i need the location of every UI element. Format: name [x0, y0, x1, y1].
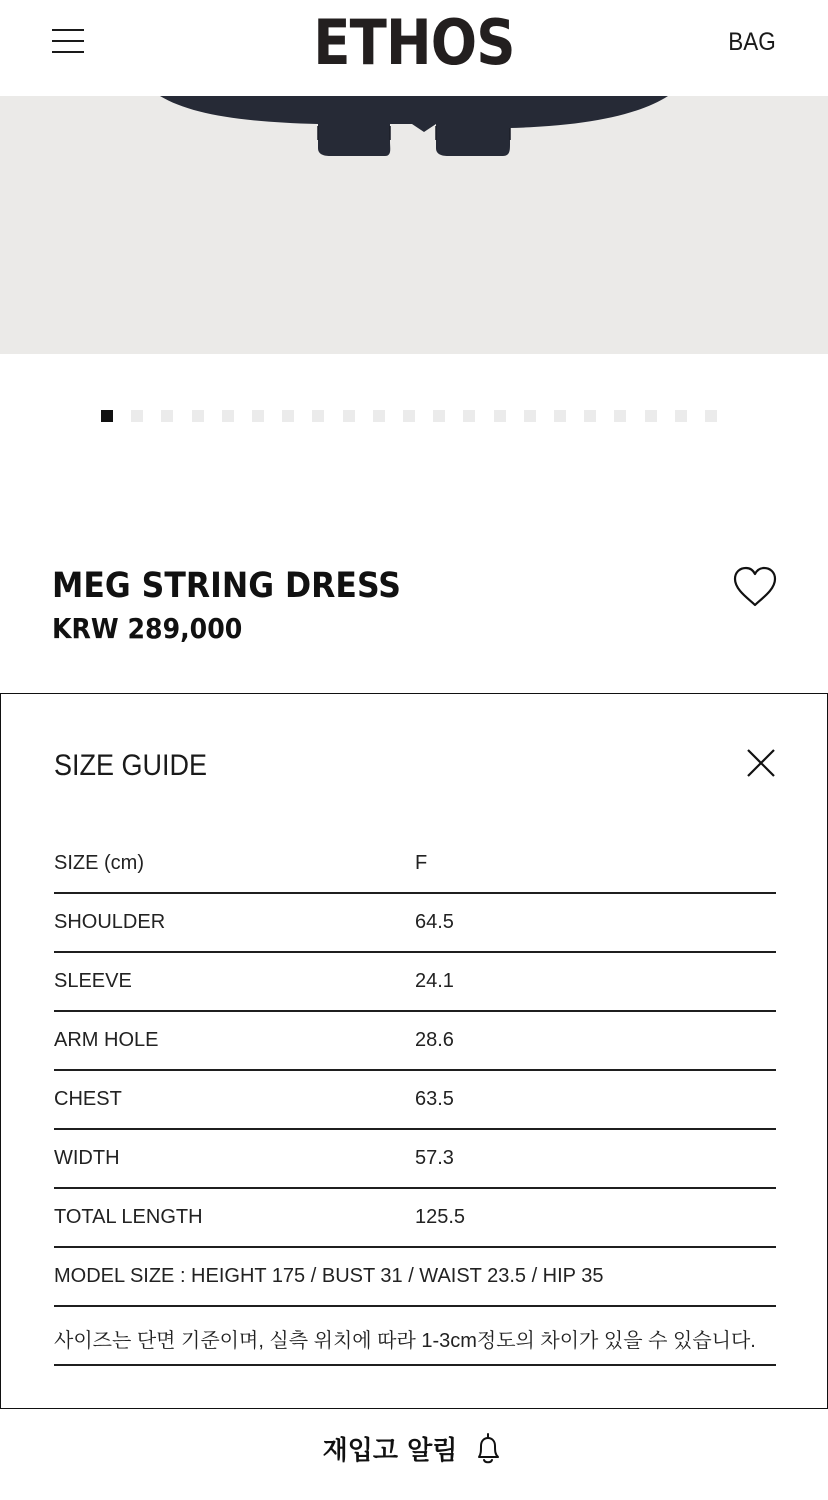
gallery-dot[interactable] [192, 410, 204, 422]
gallery-dot[interactable] [282, 410, 294, 422]
chest-label: CHEST [54, 1088, 122, 1110]
arm-hole-label: ARM HOLE [54, 1029, 159, 1051]
size-table [54, 835, 776, 1366]
shoulder-label: SHOULDER [54, 911, 166, 933]
size-guide-title: SIZE GUIDE [54, 749, 208, 782]
width-value: 57.3 [415, 1147, 454, 1169]
chest-row [54, 1071, 776, 1130]
product-price: KRW 289,000 [52, 612, 243, 645]
sleeve-row [54, 953, 776, 1012]
gallery-dot[interactable] [161, 410, 173, 422]
model-size-text: MODEL SIZE : HEIGHT 175 / BUST 31 / WAIST 23.5 / HIP 35 [54, 1265, 604, 1287]
gallery-dot[interactable] [494, 410, 506, 422]
total-length-label: TOTAL LENGTH [54, 1206, 203, 1228]
gallery-dot[interactable] [524, 410, 536, 422]
dress-hem-image [0, 96, 828, 354]
gallery-dot[interactable] [584, 410, 596, 422]
product-image[interactable] [0, 96, 828, 354]
brand-logo[interactable]: ETHOS [313, 6, 515, 79]
gallery-dot[interactable] [343, 410, 355, 422]
bell-icon [471, 1431, 505, 1467]
header [0, 0, 828, 96]
close-icon[interactable] [745, 747, 777, 779]
bag-link[interactable]: BAG [728, 28, 776, 56]
gallery-dot[interactable] [131, 410, 143, 422]
gallery-dot[interactable] [433, 410, 445, 422]
width-label: WIDTH [54, 1147, 120, 1169]
restock-alert-button[interactable] [0, 1430, 828, 1474]
gallery-dot[interactable] [554, 410, 566, 422]
product-name: MEG STRING DRESS [52, 566, 401, 606]
gallery-dot[interactable] [614, 410, 626, 422]
gallery-dot[interactable] [222, 410, 234, 422]
disclaimer-text: 사이즈는 단면 기준이며, 실측 위치에 따라 1-3cm정도의 차이가 있을 수 있습니다. [54, 1330, 756, 1352]
size-row [54, 835, 776, 894]
shoulder-row [54, 894, 776, 953]
gallery-dot[interactable] [101, 410, 113, 422]
chest-value: 63.5 [415, 1088, 454, 1110]
width-row [54, 1130, 776, 1189]
disclaimer-row [54, 1307, 776, 1366]
size-value: F [415, 852, 428, 874]
gallery-dot[interactable] [373, 410, 385, 422]
shoulder-value: 64.5 [415, 911, 454, 933]
gallery-dot[interactable] [403, 410, 415, 422]
heart-icon[interactable] [731, 565, 779, 609]
sleeve-value: 24.1 [415, 970, 454, 992]
gallery-dot[interactable] [675, 410, 687, 422]
restock-alert-label: 재입고 알림 [322, 1436, 458, 1466]
sleeve-label: SLEEVE [54, 970, 132, 992]
total-length-value: 125.5 [415, 1206, 466, 1228]
model-size-row [54, 1248, 776, 1307]
gallery-dot[interactable] [252, 410, 264, 422]
gallery-dot[interactable] [463, 410, 475, 422]
size-label: SIZE (cm) [54, 852, 144, 874]
arm-hole-row [54, 1012, 776, 1071]
size-guide-panel [0, 693, 828, 1409]
gallery-dot[interactable] [645, 410, 657, 422]
arm-hole-value: 28.6 [415, 1029, 454, 1051]
gallery-dot[interactable] [312, 410, 324, 422]
gallery-dot[interactable] [705, 410, 717, 422]
total-length-row [54, 1189, 776, 1248]
